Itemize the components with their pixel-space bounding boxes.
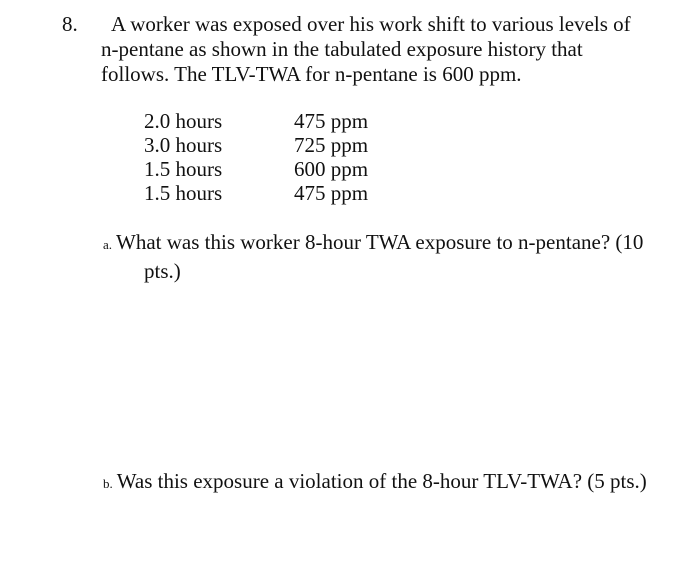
duration-cell: 1.5 hours: [144, 181, 223, 205]
part-a-question: [103, 229, 663, 284]
part-b-line-1: Was this exposure a violation of the 8-hour TLV-TWA? (5 pts.): [116, 469, 647, 493]
table-row: [144, 181, 414, 205]
table-row: [144, 133, 414, 157]
part-a-letter: a.: [103, 237, 113, 252]
table-row: [144, 109, 414, 133]
part-a-line-2: pts.): [144, 259, 181, 283]
duration-cell: 2.0 hours: [144, 109, 223, 133]
concentration-cell: 600 ppm: [294, 157, 369, 181]
part-a-line-1: What was this worker 8-hour TWA exposure to n-pentane? (10: [116, 230, 644, 254]
concentration-cell: 475 ppm: [294, 109, 369, 133]
concentration-cell: 725 ppm: [294, 133, 369, 157]
exposure-table: [144, 109, 414, 205]
question-stem-line-1: A worker was exposed over his work shift to various levels of: [111, 12, 631, 36]
question-stem: [101, 12, 681, 87]
question-stem-line-3: follows. The TLV-TWA for n-pentane is 600 ppm.: [101, 62, 522, 86]
duration-cell: 1.5 hours: [144, 157, 223, 181]
part-b-letter: b.: [103, 476, 113, 491]
concentration-cell: 475 ppm: [294, 181, 369, 205]
question-number: 8.: [62, 12, 78, 36]
duration-cell: 3.0 hours: [144, 133, 223, 157]
question-stem-line-2: n-pentane as shown in the tabulated exposure history that: [101, 37, 583, 61]
table-row: [144, 157, 414, 181]
part-b-question: [103, 468, 683, 497]
